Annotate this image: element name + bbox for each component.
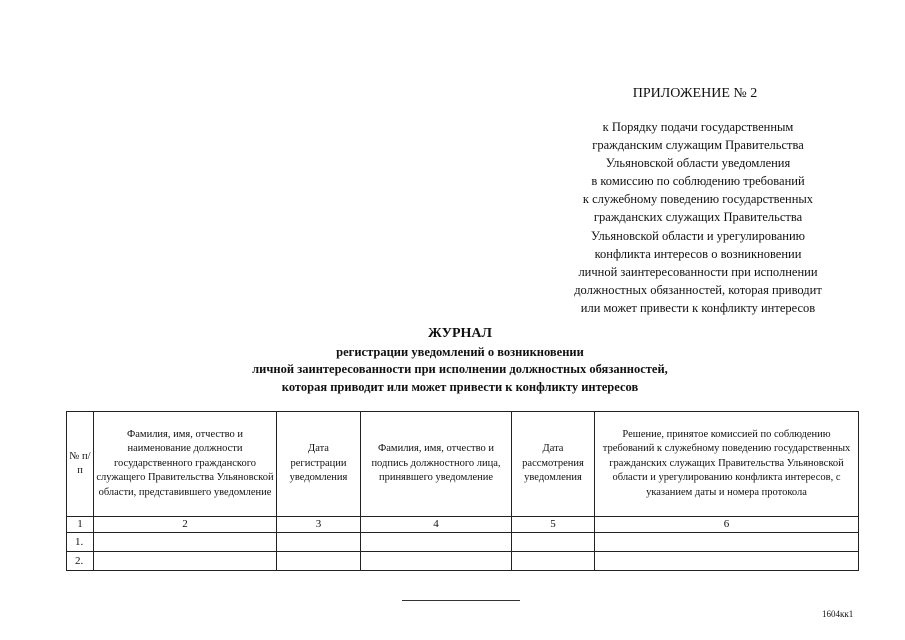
appendix-line: к Порядку подачи государственным <box>602 120 794 134</box>
column-header-receiver: Фамилия, имя, отчество и подпись должностного лица, принявшего уведомление <box>361 412 512 517</box>
table-row <box>67 533 859 552</box>
table-cell <box>595 533 859 552</box>
appendix-line: личной заинтересованности при исполнении <box>578 264 818 279</box>
appendix-line: должностных обязанностей, которая приводит <box>574 282 822 297</box>
journal-subtitle <box>160 344 760 396</box>
column-number-row <box>67 517 859 533</box>
appendix-line: в комиссию по соблюдению требований <box>591 174 805 189</box>
table-cell <box>277 552 361 571</box>
journal-subtitle-line: регистрации уведомлений о возникновении <box>336 345 584 359</box>
column-number: 6 <box>595 517 859 533</box>
appendix-line: Ульяновской области уведомления <box>605 156 791 171</box>
table-cell <box>595 552 859 571</box>
table-cell <box>512 552 595 571</box>
table-header-row <box>67 412 859 517</box>
column-header-registration-date: Дата регистрации уведомления <box>277 412 361 517</box>
footer-divider <box>402 600 520 601</box>
appendix-line: гражданских служащих Правительства <box>593 210 803 225</box>
appendix-line: или может привести к конфликту интересов <box>580 300 816 315</box>
table-cell <box>361 552 512 571</box>
journal-subtitle-line: которая приводит или может привести к конфликту интересов <box>281 379 639 394</box>
appendix-line: гражданским служащим Правительства <box>592 138 804 153</box>
table-cell <box>277 533 361 552</box>
document-code: 1604кк1 <box>822 609 854 619</box>
journal-subtitle-line: личной заинтересованности при исполнении должностных обязанностей, <box>252 362 668 377</box>
table-cell <box>361 533 512 552</box>
appendix-title: ПРИЛОЖЕНИЕ № 2 <box>632 86 758 101</box>
table-cell <box>512 533 595 552</box>
appendix-line: к служебному поведению государственных <box>582 192 814 207</box>
column-header-employee: Фамилия, имя, отчество и наименование должности государственного гражданского служащего Правительства Ульяновской области, представившего уведомление <box>94 412 277 517</box>
table-cell <box>94 552 277 571</box>
appendix-line: конфликта интересов о возникновении <box>594 246 802 261</box>
column-header-number: № п/п <box>67 412 94 517</box>
table-cell <box>94 533 277 552</box>
appendix-text <box>548 118 848 317</box>
column-number: 3 <box>277 517 361 533</box>
appendix-line: Ульяновской области и урегулированию <box>591 228 805 243</box>
column-number: 2 <box>94 517 277 533</box>
journal-title: ЖУРНАЛ <box>428 326 492 341</box>
row-number: 1. <box>67 533 94 552</box>
journal-table <box>66 411 859 571</box>
row-number: 2. <box>67 552 94 571</box>
column-number: 5 <box>512 517 595 533</box>
column-header-review-date: Дата рассмотрения уведомления <box>512 412 595 517</box>
column-number: 4 <box>361 517 512 533</box>
column-number: 1 <box>67 517 94 533</box>
column-header-decision: Решение, принятое комиссией по соблюдению требований к служебному поведению государственных гражданских служащих Правительства Ульяновской области и урегулированию конфликта интересов, с указанием даты и номера протокола <box>595 412 859 517</box>
table-row <box>67 552 859 571</box>
